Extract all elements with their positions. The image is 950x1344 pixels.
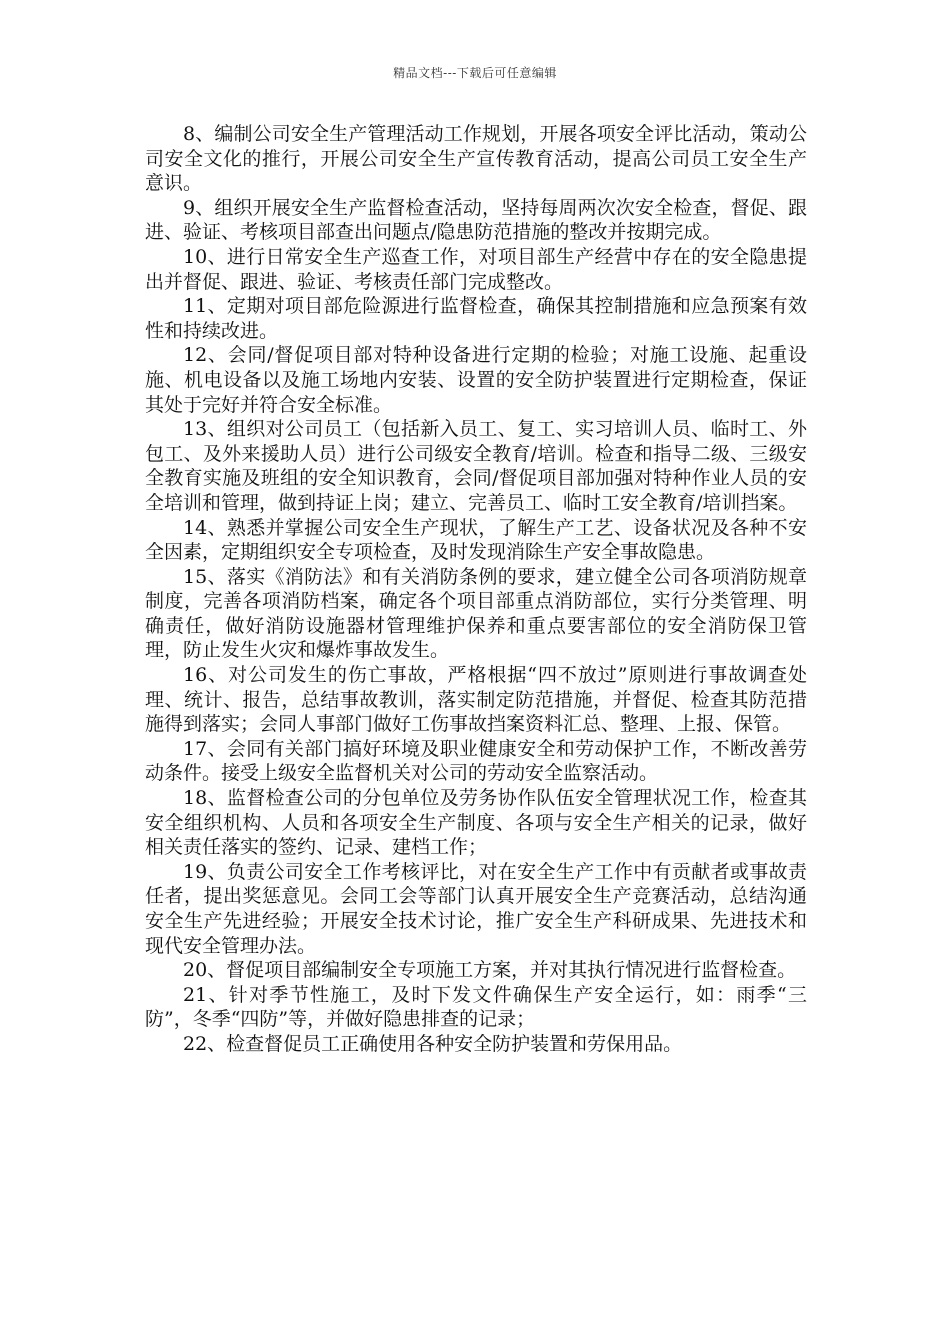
paragraph-21: 21、针对季节性施工，及时下发文件确保生产安全运行，如：雨季“三防”，冬季“四防”等，并做好隐患排查的记录； [145, 983, 807, 1031]
paragraph-18: 18、监督检查公司的分包单位及劳务协作队伍安全管理状况工作，检查其安全组织机构、人员和各项安全生产制度、各项与安全生产相关的记录，做好相关责任落实的签约、记录、建档工作； [145, 787, 807, 859]
paragraph-8: 8、编制公司安全生产管理活动工作规划，开展各项安全评比活动，策动公司安全文化的推行，开展公司安全生产宣传教育活动，提高公司员工安全生产意识。 [145, 123, 807, 195]
paragraph-11: 11、定期对项目部危险源进行监督检查，确保其控制措施和应急预案有效性和持续改进。 [145, 295, 807, 342]
paragraph-10: 10、进行日常安全生产巡查工作，对项目部生产经营中存在的安全隐患提出并督促、跟进、验证、考核责任部门完成整改。 [145, 245, 807, 293]
paragraph-9: 9、组织开展安全生产监督检查活动，坚持每周两次次安全检查，督促、跟进、验证、考核项目部查出问题点/隐患防范措施的整改并按期完成。 [145, 196, 807, 244]
paragraph-22: 22、检查督促员工正确使用各种安全防护装置和劳保用品。 [183, 1032, 683, 1055]
paragraph-19: 19、负责公司安全工作考核评比，对在安全生产工作中有贡献者或事故责任者，提出奖惩意见。会同工会等部门认真开展安全生产竞赛活动，总结沟通安全生产先进经验；开展安全技术讨论，推广安全生产科研成果、先进技术和现代安全管理办法。 [145, 860, 807, 957]
paragraph-15: 15、落实《消防法》和有关消防条例的要求，建立健全公司各项消防规章制度，完善各项消防档案，确定各个项目部重点消防部位，实行分类管理、明确责任，做好消防设施器材管理维护保养和重点要害部位的安全消防保卫管理，防止发生火灾和爆炸事故发生。 [145, 565, 807, 662]
paragraph-13: 13、组织对公司员工（包括新入员工、复工、实习培训人员、临时工、外包工、及外来援助人员）进行公司级安全教育/培训。检查和指导二级、三级安全教育实施及班组的安全知识教育，会同/督促项目部加强对特种作业人员的安全培训和管理，做到持证上岗；建立、完善员工、临时工安全教育/培训挡案。 [145, 418, 807, 514]
document-body [145, 122, 807, 1057]
paragraph-20: 20、督促项目部编制安全专项施工方案，并对其执行情况进行监督检查。 [183, 959, 797, 982]
paragraph-17: 17、会同有关部门搞好环境及职业健康安全和劳动保护工作，不断改善劳动条件。接受上级安全监督机关对公司的劳动安全监察活动。 [145, 737, 807, 785]
paragraph-16: 16、对公司发生的伤亡事故，严格根据“四不放过”原则进行事故调查处理、统计、报告，总结事故教训，落实制定防范措施，并督促、检查其防范措施得到落实；会同人事部门做好工伤事故挡案资料汇总、整理、上报、保管。 [145, 664, 807, 736]
page-header: 精品文档---下载后可任意编辑 [393, 66, 557, 80]
paragraph-14: 14、熟悉并掌握公司安全生产现状，了解生产工艺、设备状况及各种不安全因素，定期组织安全专项检查，及时发现消除生产安全事故隐患。 [145, 516, 807, 564]
paragraph-12: 12、会同/督促项目部对特种设备进行定期的检验；对施工设施、起重设施、机电设备以及施工场地内安装、设置的安全防护装置进行定期检查，保证其处于完好并符合安全标准。 [145, 344, 807, 416]
